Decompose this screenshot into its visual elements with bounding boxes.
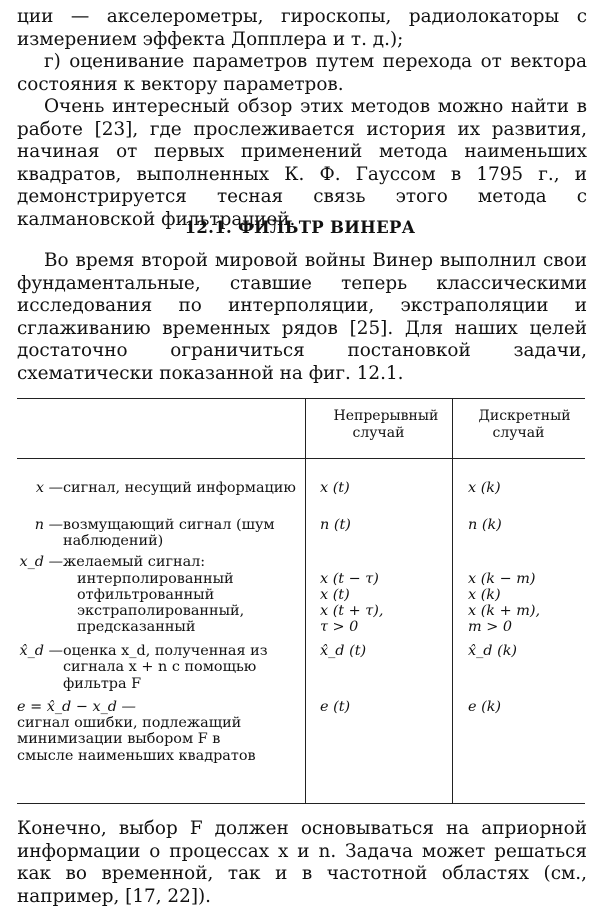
row-continuous-value: e (t) (320, 699, 351, 715)
column-header-continuous-label: Непрерывный случай (333, 408, 439, 441)
row-description: отфильтрованный (77, 587, 215, 603)
table-row (17, 480, 585, 517)
row-continuous-value: x (t + τ), (320, 603, 384, 619)
row-symbol: x — (35, 480, 63, 496)
table-row (17, 554, 585, 571)
column-header-continuous (305, 408, 452, 442)
row-description: интерполированный (77, 571, 234, 587)
row-continuous-value: x (t − τ) (320, 571, 379, 587)
row-description: оценка x_d, полученная из сигнала x + n с помощью фильтра F (63, 643, 268, 692)
table-row (17, 587, 585, 603)
row-discrete-value: n (k) (468, 517, 502, 533)
row-discrete-value: x (k) (468, 480, 501, 496)
row-continuous-value: x (t) (320, 480, 350, 496)
row-symbol: n — (34, 517, 63, 533)
row-description: сигнал ошибки, подлежащий минимизации выбором F в смысле наименьших квадратов (17, 715, 256, 764)
row-description: экстраполированный, (77, 603, 245, 619)
row-discrete-value: m > 0 (468, 619, 513, 635)
column-header-discrete (452, 408, 585, 442)
row-discrete-value: x̂_d (k) (468, 643, 518, 659)
row-discrete-value: x (k) (468, 587, 501, 603)
paragraph-continuation: ции — акселерометры, гироскопы, радиолокаторы с измерением эффекта Допплера и т. д.); (17, 6, 587, 50)
row-continuous-value: n (t) (320, 517, 351, 533)
table-row (17, 699, 585, 771)
row-continuous-value: x (t) (320, 587, 350, 603)
table-header-rule (17, 458, 585, 459)
table-row (17, 619, 585, 643)
table-row (17, 603, 585, 619)
row-continuous-value: x̂_d (t) (320, 643, 367, 659)
paragraph-wiener: Во время второй мировой войны Винер выполнил свои фундаментальные, ставшие теперь классическими исследования по интерполяции, экстраполяции и сглаживанию временных рядов [25]. Для наших целей достаточно ограничиться постановкой задачи, схематически показанной на фиг. 12.1. (17, 250, 587, 384)
table-row (17, 643, 585, 699)
row-description: желаемый сигнал: (63, 554, 206, 570)
definitions-table (17, 480, 585, 771)
section-heading: 12.1. ФИЛЬТР ВИНЕРА (184, 218, 416, 237)
row-symbol: e = x̂_d − x_d — (17, 699, 136, 715)
paragraph-conclusion: Конечно, выбор F должен основываться на априорной информации о процессах x и n. Задача может решаться как во временной, так и в частотной областях (см., например, [17, 22]). (17, 818, 587, 907)
row-discrete-value: e (k) (468, 699, 502, 715)
row-discrete-value: x (k − m) (468, 571, 536, 587)
row-continuous-value: τ > 0 (320, 619, 359, 635)
row-symbol: x̂_d — (19, 643, 63, 659)
paragraph-item-g: г) оценивание параметров путем перехода от вектора состояния к вектору параметров. (17, 51, 587, 95)
row-description: предсказанный (77, 619, 196, 635)
row-description: возмущающий сигнал (шум наблюдений) (63, 517, 275, 550)
row-description: сигнал, несущий информацию (63, 480, 296, 496)
row-discrete-value: x (k + m), (468, 603, 541, 619)
paragraph-review: Очень интересный обзор этих методов можно найти в работе [23], где прослеживается история их развития, начиная от первых применений метода наименьших квадратов, выполненных К. Ф. Гауссом в 1795 г., и демонстрируется тесная связь этого метода с калмановской фильтрацией. (17, 96, 587, 230)
table-row (17, 571, 585, 587)
table-top-rule (17, 398, 585, 399)
row-symbol: x_d — (19, 554, 63, 570)
table-bottom-rule (17, 803, 585, 804)
column-header-discrete-label: Дискретный случай (478, 408, 571, 441)
table-row (17, 517, 585, 554)
